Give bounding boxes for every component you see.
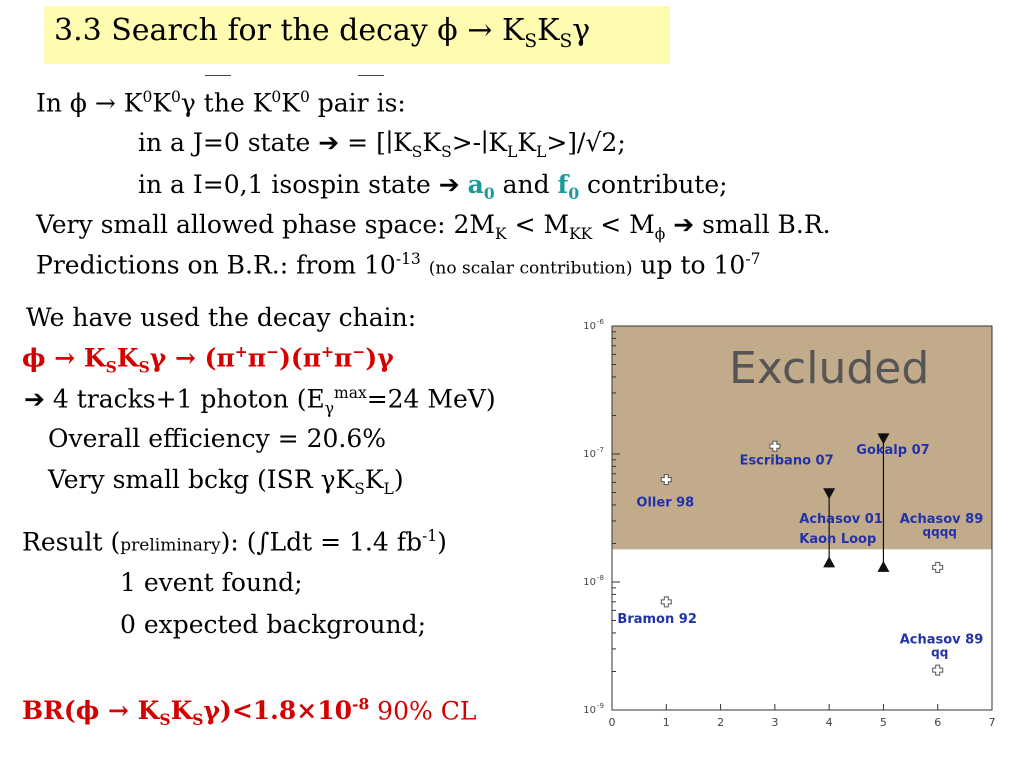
range-label: Gokalp 07 [856, 443, 930, 458]
slide-title: 3.3 Search for the decay $\phi \to K_SK_S\gamma$ [54, 13, 591, 52]
prediction-label-2: qqqq [922, 524, 957, 539]
x-tick-label: 1 [662, 716, 670, 729]
y-tick-exponent: -6 [597, 318, 604, 326]
x-tick-label: 6 [934, 716, 942, 729]
chain-line-3: ➔ 4 tracks+1 photon ($E_\gamma^{max}=24$ MeV) [24, 384, 496, 418]
y-tick-exponent: -9 [597, 702, 604, 710]
result-line-2: 1 event found; [120, 568, 303, 597]
prediction-label: Oller 98 [636, 495, 695, 511]
y-tick-label: 10 [583, 577, 596, 588]
x-tick-label: 0 [608, 716, 616, 729]
chain-line-4: Overall efficiency = 20.6% [48, 424, 387, 453]
prediction-label: Achasov 89 [899, 511, 984, 527]
x-tick-label: 5 [879, 716, 887, 729]
br-limit-chart [576, 316, 1000, 732]
y-tick-label: 10 [583, 705, 596, 716]
prediction-marker [661, 597, 671, 607]
range-lower-marker [823, 556, 835, 567]
y-tick-exponent: -8 [597, 574, 604, 582]
prediction-marker [933, 562, 943, 572]
range-label: Achasov 01 [799, 511, 883, 527]
y-tick-label: 10 [583, 321, 596, 332]
intro-line-2: in a J=0 state ➔ = $[∣K_SK_S>-∣K_LK_L>]/√2$; [138, 128, 626, 161]
range-label-2: Kaon Loop [799, 531, 877, 547]
y-tick-label: 10 [583, 449, 596, 460]
intro-line-3: in a I=0,1 isospin state ➔ $a_0$ and $f_0$ contribute; [138, 170, 728, 203]
chain-line-5: Very small bckg (ISR $\gamma K_SK_L$) [48, 465, 404, 498]
intro-line-1: In $\phi \to K^0K^0\gamma$ the $K^0K^0$ pair is: [36, 88, 406, 118]
x-tick-label: 2 [717, 716, 725, 729]
br-result: $BR(\phi \to K_SK_S\gamma)<1.8\times 10^{-8}$ 90% CL [22, 695, 477, 730]
result-line-1: Result (preliminary): (∫Ldt = 1.4 $fb^{-1}$) [22, 527, 447, 557]
kbar-overline [358, 75, 384, 76]
chain-line-2: $\phi \to K_SK_S\gamma \to (\pi^+\pi^-)(\pi^+\pi^-)\gamma$ [22, 342, 394, 377]
x-tick-label: 7 [988, 716, 996, 729]
prediction-label: Achasov 89 [899, 632, 984, 648]
x-tick-label: 4 [825, 716, 833, 729]
chart-svg [576, 316, 1000, 732]
range-lower-marker [877, 561, 889, 572]
y-tick-exponent: -7 [597, 446, 604, 454]
chain-line-1: We have used the decay chain: [26, 303, 417, 332]
prediction-label-2: qq [931, 645, 949, 660]
prediction-label: Bramon 92 [617, 611, 697, 627]
kbar-overline [205, 75, 231, 76]
excluded-label: Excluded [728, 342, 930, 394]
x-tick-label: 3 [771, 716, 779, 729]
intro-line-4: Very small allowed phase space: $2M_K < M_{KK} < M_\phi$ ➔ small B.R. [36, 210, 831, 243]
prediction-label: Escribano 07 [739, 453, 834, 469]
result-line-3: 0 expected background; [120, 610, 427, 639]
intro-line-5: Predictions on B.R.: from $10^{-13}$ (no scalar contribution) up to $10^{-7}$ [36, 250, 761, 280]
prediction-marker [933, 665, 943, 675]
